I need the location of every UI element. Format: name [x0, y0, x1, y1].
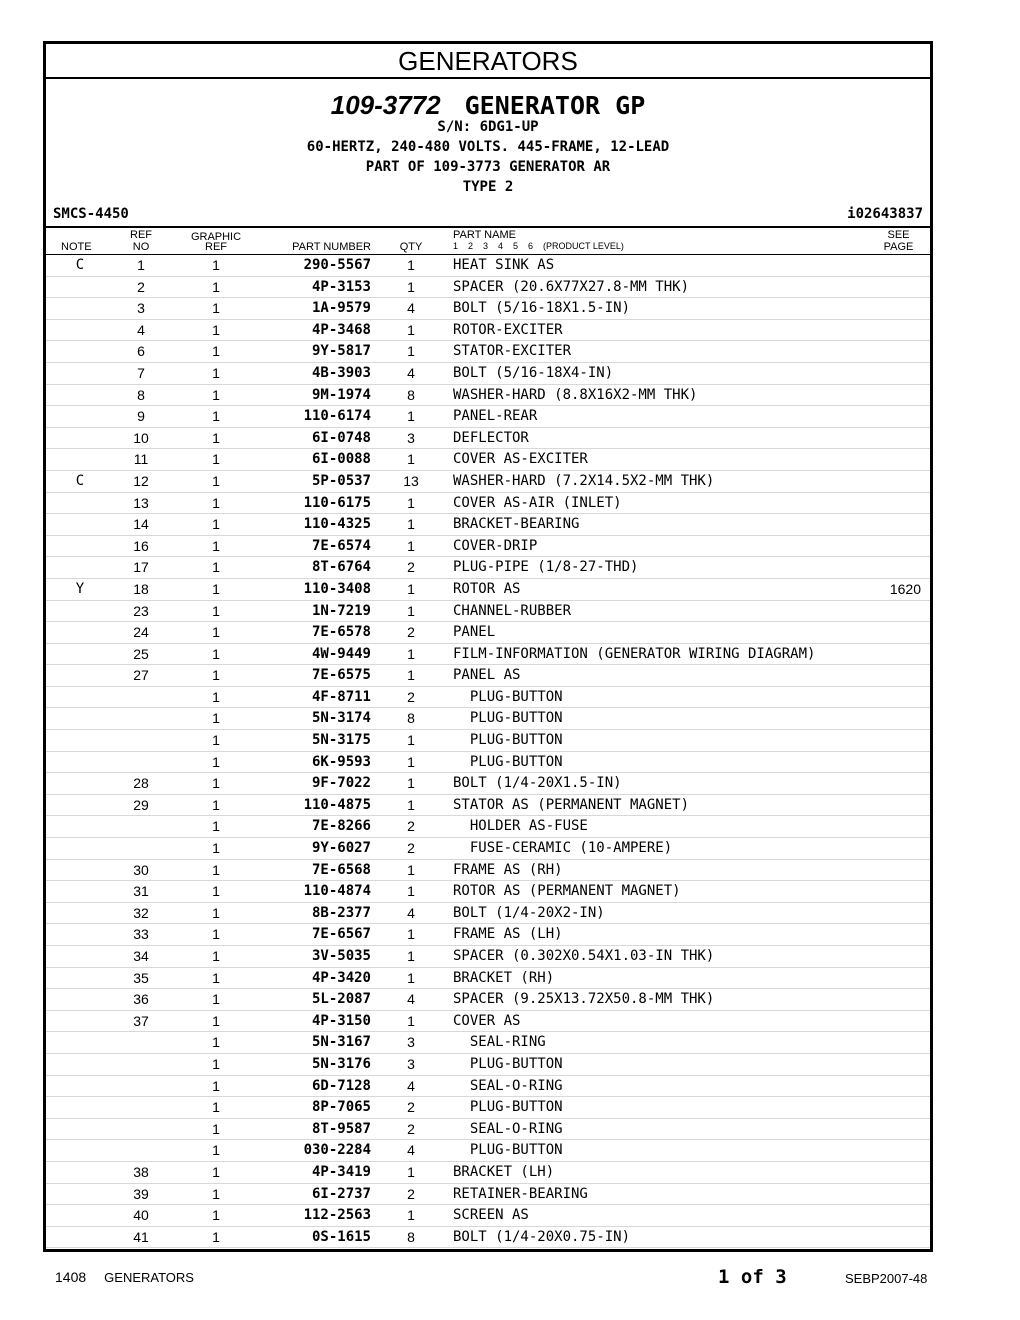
see-page-cell: 1620 [889, 580, 921, 597]
group-name: GENERATOR GP [464, 91, 646, 120]
footer-left [55, 1269, 194, 1285]
graphic-ref-cell: 1 [212, 1120, 220, 1137]
graphic-ref-cell: 1 [212, 1055, 220, 1072]
graphic-ref-cell: 1 [212, 257, 220, 273]
part-number-cell: 4F-8711 [311, 688, 371, 705]
part-number-cell: 4P-3468 [311, 321, 371, 338]
ref-no-cell: 30 [133, 861, 149, 878]
qty-cell: 1 [407, 775, 415, 792]
part-number-cell: 6D-7128 [311, 1077, 371, 1094]
qty-cell: 1 [407, 321, 415, 338]
qty-cell: 2 [407, 559, 415, 576]
ref-no-cell: 24 [133, 624, 149, 641]
part-number-cell: 5P-0537 [311, 472, 371, 489]
part-name-cell: STATOR-EXCITER [453, 343, 572, 360]
part-number-cell: 4P-3419 [311, 1163, 371, 1180]
graphic-ref-cell: 1 [212, 494, 220, 511]
graphic-ref-cell: 1 [212, 386, 220, 403]
header-see-2: PAGE [883, 241, 914, 253]
table-row [46, 665, 930, 687]
note-cell: C [75, 257, 85, 273]
table-row [46, 708, 930, 730]
qty-cell: 1 [407, 494, 415, 511]
graphic-ref-cell: 1 [212, 883, 220, 900]
graphic-ref-cell: 1 [212, 516, 220, 533]
ref-no-cell: 39 [133, 1185, 149, 1202]
header-graphic-1: GRAPHIC [190, 231, 242, 243]
part-name-cell: SPACER (0.302X0.54X1.03-IN THK) [453, 948, 715, 964]
table-row [46, 449, 930, 471]
smcs-code: SMCS-4450 [53, 206, 129, 222]
qty-cell: 8 [407, 386, 415, 403]
part-name-cell: BRACKET-BEARING [453, 516, 580, 533]
graphic-ref-cell: 1 [212, 969, 220, 986]
part-number-cell: 8T-9587 [311, 1120, 371, 1137]
part-name-cell: FRAME AS (LH) [453, 926, 563, 943]
ref-no-cell: 38 [133, 1163, 149, 1180]
part-name-cell: ROTOR AS [453, 580, 521, 597]
ref-no-cell: 18 [133, 580, 149, 597]
part-name-cell: DEFLECTOR [453, 429, 529, 446]
qty-cell: 1 [407, 969, 415, 986]
ref-no-cell: 31 [133, 883, 149, 900]
part-number-cell: 7E-6567 [311, 926, 371, 943]
header-qty: QTY [399, 241, 423, 253]
table-row [46, 255, 930, 277]
part-number-cell: 7E-6575 [311, 667, 371, 684]
graphic-ref-cell: 1 [212, 1077, 220, 1094]
table-row [46, 406, 930, 428]
qty-cell: 2 [407, 840, 415, 857]
qty-cell: 3 [407, 429, 415, 446]
qty-cell: 1 [407, 1207, 415, 1224]
table-row [46, 601, 930, 623]
part-number-cell: 6I-0088 [311, 451, 371, 468]
qty-cell: 1 [407, 451, 415, 468]
section-title: GENERATORS [46, 44, 930, 79]
part-number-cell: 4B-3903 [311, 364, 371, 381]
ref-no-cell: 37 [133, 1012, 149, 1029]
part-name-cell: ROTOR AS (PERMANENT MAGNET) [453, 883, 681, 900]
part-name-cell: PANEL-REAR [453, 408, 538, 425]
part-name-cell: SEAL-O-RING [453, 1120, 563, 1137]
graphic-ref-cell: 1 [212, 602, 220, 619]
graphic-ref-cell: 1 [212, 732, 220, 749]
ref-no-cell: 12 [133, 472, 149, 489]
ref-no-cell: 34 [133, 948, 149, 964]
graphic-ref-cell: 1 [212, 796, 220, 813]
qty-cell: 2 [407, 1099, 415, 1116]
ref-no-cell: 11 [133, 451, 149, 468]
qty-cell: 1 [407, 278, 415, 295]
table-row [46, 730, 930, 752]
table-row [46, 838, 930, 860]
ref-no-cell: 32 [133, 904, 149, 921]
qty-cell: 2 [407, 818, 415, 835]
graphic-ref-cell: 1 [212, 624, 220, 641]
table-row [46, 644, 930, 666]
part-name-cell: SCREEN AS [453, 1207, 529, 1224]
graphic-ref-cell: 1 [212, 300, 220, 317]
qty-cell: 1 [407, 516, 415, 533]
table-row [46, 946, 930, 968]
table-row [46, 816, 930, 838]
graphic-ref-cell: 1 [212, 451, 220, 468]
table-row [46, 1140, 930, 1162]
header-note: NOTE [61, 241, 92, 253]
part-name-cell: FILM-INFORMATION (GENERATOR WIRING DIAGRAM) [453, 645, 816, 662]
table-row [46, 1184, 930, 1206]
ref-no-cell: 1 [137, 257, 145, 273]
part-number-cell: 8B-2377 [311, 904, 371, 921]
qty-cell: 4 [407, 300, 415, 317]
ref-no-cell: 33 [133, 926, 149, 943]
table-row [46, 385, 930, 407]
part-number-cell: 110-6174 [303, 408, 371, 425]
part-name-cell: BOLT (1/4-20X0.75-IN) [453, 1228, 631, 1245]
qty-cell: 4 [407, 991, 415, 1008]
part-number-cell: 112-2563 [303, 1207, 371, 1224]
table-row [46, 298, 930, 320]
table-row [46, 989, 930, 1011]
part-name-cell: FRAME AS (RH) [453, 861, 563, 878]
ref-no-cell: 41 [133, 1228, 149, 1245]
part-name-cell: RETAINER-BEARING [453, 1185, 588, 1202]
header-part-name: PART NAME [453, 229, 516, 241]
table-row [46, 514, 930, 536]
graphic-ref-cell: 1 [212, 1142, 220, 1159]
part-number-cell: 7E-6574 [311, 537, 371, 554]
footer-doc-id: SEBP2007-48 [845, 1271, 928, 1286]
ref-no-cell: 27 [133, 667, 149, 684]
part-name-cell: WASHER-HARD (8.8X16X2-MM THK) [453, 386, 698, 403]
qty-cell: 1 [407, 645, 415, 662]
part-number-cell: 110-4325 [303, 516, 371, 533]
qty-cell: 2 [407, 1185, 415, 1202]
part-name-cell: COVER-DRIP [453, 537, 538, 554]
part-number-cell: 7E-8266 [311, 818, 371, 835]
part-name-cell: STATOR AS (PERMANENT MAGNET) [453, 796, 690, 813]
table-row [46, 277, 930, 299]
table-row [46, 579, 930, 601]
part-name-cell: FUSE-CERAMIC (10-AMPERE) [453, 840, 673, 857]
part-name-cell: PLUG-BUTTON [453, 753, 563, 770]
part-name-cell: PLUG-PIPE (1/8-27-THD) [453, 559, 639, 576]
part-name-cell: BOLT (1/4-20X1.5-IN) [453, 775, 622, 792]
part-name-cell: SPACER (9.25X13.72X50.8-MM THK) [453, 991, 715, 1008]
qty-cell: 1 [407, 861, 415, 878]
part-number-cell: 4P-3150 [311, 1012, 371, 1029]
ref-no-cell: 3 [137, 300, 145, 317]
graphic-ref-cell: 1 [212, 1228, 220, 1245]
ref-no-cell: 16 [133, 537, 149, 554]
parts-table [46, 255, 930, 1248]
graphic-ref-cell: 1 [212, 991, 220, 1008]
part-number-cell: 6I-0748 [311, 429, 371, 446]
table-row [46, 1097, 930, 1119]
part-of-line: PART OF 109-3773 GENERATOR AR [365, 159, 611, 175]
qty-cell: 1 [407, 948, 415, 964]
table-row [46, 1054, 930, 1076]
graphic-ref-cell: 1 [212, 688, 220, 705]
graphic-ref-cell: 1 [212, 429, 220, 446]
qty-cell: 1 [407, 753, 415, 770]
ref-no-cell: 29 [133, 796, 149, 813]
part-name-cell: PANEL AS [453, 667, 521, 684]
ref-no-cell: 28 [133, 775, 149, 792]
qty-cell: 3 [407, 1055, 415, 1072]
header-see-1: SEE [887, 229, 910, 241]
part-name-cell: COVER AS-EXCITER [453, 451, 588, 468]
part-name-cell: WASHER-HARD (7.2X14.5X2-MM THK) [453, 472, 715, 489]
table-row [46, 1205, 930, 1227]
part-name-cell: PLUG-BUTTON [453, 1055, 563, 1072]
ref-no-cell: 25 [133, 645, 149, 662]
table-row [46, 428, 930, 450]
part-number-cell: 9Y-6027 [311, 840, 371, 857]
ref-no-cell: 10 [133, 429, 149, 446]
qty-cell: 8 [407, 710, 415, 727]
table-row [46, 752, 930, 774]
graphic-ref-cell: 1 [212, 710, 220, 727]
table-row [46, 1011, 930, 1033]
part-name-cell: PLUG-BUTTON [453, 1099, 563, 1116]
ref-no-cell: 8 [137, 386, 145, 403]
part-name-cell: CHANNEL-RUBBER [453, 602, 572, 619]
ref-no-cell: 13 [133, 494, 149, 511]
part-name-cell: SEAL-O-RING [453, 1077, 563, 1094]
table-row [46, 1076, 930, 1098]
part-name-cell: PLUG-BUTTON [453, 1142, 563, 1159]
part-number-cell: 030-2284 [303, 1142, 371, 1159]
part-number-cell: 5N-3176 [311, 1055, 371, 1072]
spec-line: 60-HERTZ, 240-480 VOLTS. 445-FRAME, 12-LEAD [306, 139, 670, 155]
graphic-ref-cell: 1 [212, 278, 220, 295]
part-name-cell: HEAT SINK AS [453, 257, 555, 273]
qty-cell: 4 [407, 1142, 415, 1159]
graphic-ref-cell: 1 [212, 775, 220, 792]
part-name-cell: COVER AS-AIR (INLET) [453, 494, 622, 511]
ref-no-cell: 14 [133, 516, 149, 533]
qty-cell: 8 [407, 1228, 415, 1245]
part-number-cell: 5N-3174 [311, 710, 371, 727]
ref-no-cell: 6 [137, 343, 145, 360]
graphic-ref-cell: 1 [212, 753, 220, 770]
graphic-ref-cell: 1 [212, 667, 220, 684]
part-number-cell: 110-4874 [303, 883, 371, 900]
ref-no-cell: 4 [137, 321, 145, 338]
table-row [46, 557, 930, 579]
table-row [46, 471, 930, 493]
part-name-cell: COVER AS [453, 1012, 521, 1029]
part-number-cell: 6K-9593 [311, 753, 371, 770]
qty-cell: 1 [407, 580, 415, 597]
table-row [46, 903, 930, 925]
part-number-cell: 5L-2087 [311, 991, 371, 1008]
qty-cell: 4 [407, 1077, 415, 1094]
part-number-cell: 4W-9449 [311, 645, 371, 662]
part-name-cell: BRACKET (LH) [453, 1163, 555, 1180]
ref-no-cell: 17 [133, 559, 149, 576]
qty-cell: 1 [407, 667, 415, 684]
qty-cell: 1 [407, 408, 415, 425]
graphic-ref-cell: 1 [212, 1099, 220, 1116]
graphic-ref-cell: 1 [212, 645, 220, 662]
part-name-cell: ROTOR-EXCITER [453, 321, 563, 338]
ref-no-cell: 9 [137, 408, 145, 425]
footer-section: GENERATORS [104, 1270, 194, 1285]
parts-page-frame [43, 41, 933, 1252]
graphic-ref-cell: 1 [212, 1034, 220, 1051]
part-number-cell: 4P-3153 [311, 278, 371, 295]
part-number-cell: 9F-7022 [311, 775, 371, 792]
part-number-cell: 5N-3175 [311, 732, 371, 749]
graphic-ref-cell: 1 [212, 1185, 220, 1202]
part-number-cell: 1N-7219 [311, 602, 371, 619]
graphic-ref-cell: 1 [212, 364, 220, 381]
page-title [46, 90, 930, 121]
note-cell: Y [75, 580, 85, 597]
header-graphic-2: REF [205, 241, 227, 253]
part-number-cell: 290-5567 [303, 257, 371, 273]
table-row [46, 493, 930, 515]
part-name-cell: PLUG-BUTTON [453, 732, 563, 749]
header-part-number: PART NUMBER [292, 241, 371, 253]
table-row [46, 881, 930, 903]
graphic-ref-cell: 1 [212, 537, 220, 554]
qty-cell: 1 [407, 537, 415, 554]
note-cell: C [75, 472, 85, 489]
part-name-cell: BOLT (5/16-18X1.5-IN) [453, 300, 631, 317]
qty-cell: 3 [407, 1034, 415, 1051]
graphic-ref-cell: 1 [212, 861, 220, 878]
part-number-cell: 0S-1615 [311, 1228, 371, 1245]
part-name-cell: PANEL [453, 624, 496, 641]
part-number-cell: 4P-3420 [311, 969, 371, 986]
group-part-number: 109-3772 [330, 90, 441, 120]
qty-cell: 13 [403, 472, 419, 489]
table-row [46, 320, 930, 342]
header-divider [46, 226, 930, 228]
header-product-level: 1 2 3 4 5 6 (PRODUCT LEVEL) [453, 241, 624, 251]
table-row [46, 773, 930, 795]
graphic-ref-cell: 1 [212, 408, 220, 425]
part-number-cell: 9Y-5817 [311, 343, 371, 360]
qty-cell: 1 [407, 1163, 415, 1180]
ref-no-cell: 23 [133, 602, 149, 619]
part-number-cell: 9M-1974 [311, 386, 371, 403]
part-name-cell: PLUG-BUTTON [453, 710, 563, 727]
part-number-cell: 6I-2737 [311, 1185, 371, 1202]
graphic-ref-cell: 1 [212, 343, 220, 360]
graphic-ref-cell: 1 [212, 818, 220, 835]
part-number-cell: 3V-5035 [311, 948, 371, 964]
qty-cell: 1 [407, 1012, 415, 1029]
ref-no-cell: 2 [137, 278, 145, 295]
qty-cell: 4 [407, 364, 415, 381]
graphic-ref-cell: 1 [212, 559, 220, 576]
footer-page-of: 1 of 3 [718, 1266, 787, 1288]
qty-cell: 2 [407, 1120, 415, 1137]
graphic-ref-cell: 1 [212, 1163, 220, 1180]
part-name-cell: PLUG-BUTTON [453, 688, 563, 705]
part-name-cell: BOLT (1/4-20X2-IN) [453, 904, 605, 921]
qty-cell: 4 [407, 904, 415, 921]
part-number-cell: 7E-6568 [311, 861, 371, 878]
table-row [46, 1227, 930, 1249]
graphic-ref-cell: 1 [212, 321, 220, 338]
table-row [46, 1119, 930, 1141]
table-row [46, 924, 930, 946]
table-row [46, 860, 930, 882]
part-number-cell: 110-3408 [303, 580, 371, 597]
footer-page-number: 1408 [55, 1269, 87, 1285]
part-name-cell: HOLDER AS-FUSE [453, 818, 588, 835]
table-row [46, 1162, 930, 1184]
graphic-ref-cell: 1 [212, 472, 220, 489]
qty-cell: 1 [407, 796, 415, 813]
table-row [46, 536, 930, 558]
graphic-ref-cell: 1 [212, 926, 220, 943]
ref-no-cell: 7 [137, 364, 145, 381]
table-row [46, 687, 930, 709]
graphic-ref-cell: 1 [212, 1207, 220, 1224]
qty-cell: 1 [407, 343, 415, 360]
part-number-cell: 8T-6764 [311, 559, 371, 576]
qty-cell: 1 [407, 926, 415, 943]
table-row [46, 1032, 930, 1054]
part-number-cell: 7E-6578 [311, 624, 371, 641]
part-number-cell: 110-6175 [303, 494, 371, 511]
ref-no-cell: 40 [133, 1207, 149, 1224]
part-name-cell: SEAL-RING [453, 1034, 546, 1051]
graphic-ref-cell: 1 [212, 580, 220, 597]
graphic-ref-cell: 1 [212, 948, 220, 964]
qty-cell: 1 [407, 883, 415, 900]
qty-cell: 2 [407, 624, 415, 641]
ref-no-cell: 36 [133, 991, 149, 1008]
part-number-cell: 1A-9579 [311, 300, 371, 317]
part-name-cell: SPACER (20.6X77X27.8-MM THK) [453, 278, 690, 295]
ref-no-cell: 35 [133, 969, 149, 986]
graphic-ref-cell: 1 [212, 840, 220, 857]
table-row [46, 363, 930, 385]
qty-cell: 1 [407, 732, 415, 749]
serial-number: S/N: 6DG1-UP [437, 119, 539, 135]
part-number-cell: 5N-3167 [311, 1034, 371, 1051]
part-number-cell: 110-4875 [303, 796, 371, 813]
illustration-ref: i02643837 [847, 206, 923, 222]
graphic-ref-cell: 1 [212, 904, 220, 921]
qty-cell: 2 [407, 688, 415, 705]
qty-cell: 1 [407, 602, 415, 619]
graphic-ref-cell: 1 [212, 1012, 220, 1029]
table-row [46, 341, 930, 363]
table-row [46, 622, 930, 644]
table-row [46, 795, 930, 817]
part-number-cell: 8P-7065 [311, 1099, 371, 1116]
header-ref-2: NO [132, 241, 150, 253]
part-name-cell: BOLT (5/16-18X4-IN) [453, 364, 614, 381]
qty-cell: 1 [407, 257, 415, 273]
header-ref-1: REF [130, 229, 152, 241]
type-line: TYPE 2 [462, 179, 514, 195]
part-name-cell: BRACKET (RH) [453, 969, 555, 986]
table-row [46, 968, 930, 990]
